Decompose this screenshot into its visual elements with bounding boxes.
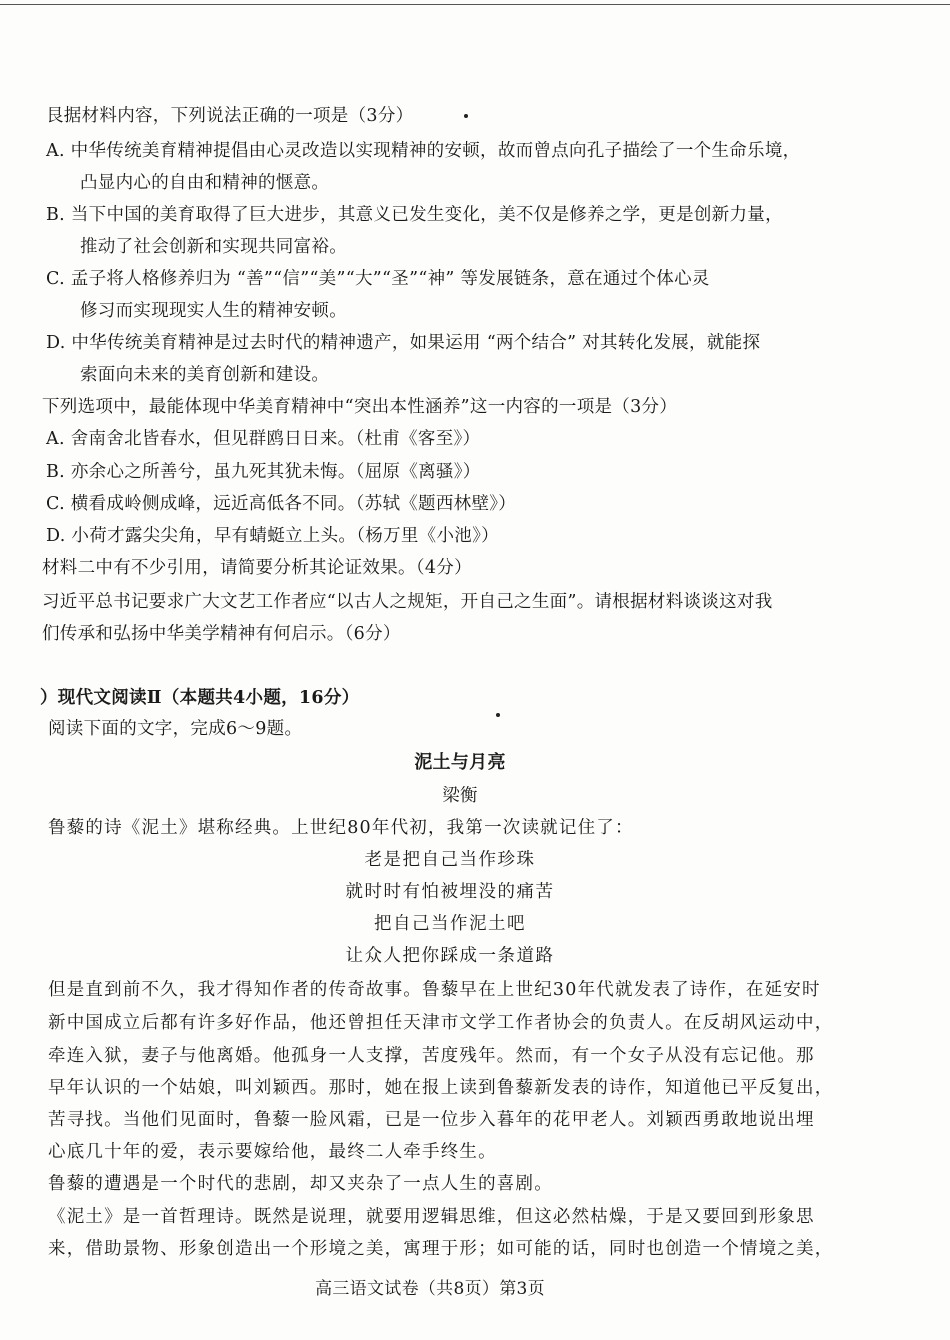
q3-option-a: A. 中华传统美育精神提倡由心灵改造以实现精神的安顿，故而曾点向孔子描绘了一个生命乐境， [46,141,801,161]
question-3-stem: 艮据材料内容，下列说法正确的一项是（3分） [46,106,414,126]
article-line: 苦寻找。当他们见面时，鲁藜一脸风霜，已是一位步入暮年的花甲老人。刘颖西勇敢地说出埋 [48,1110,815,1130]
article-line: 但是直到前不久，我才得知作者的传奇故事。鲁藜早在上世纪30年代就发表了诗作，在延安时 [48,980,821,1000]
scan-dot [496,713,500,717]
section-heading: ）现代文阅读Ⅱ（本题共4小题，16分） [40,688,360,708]
q4-option-a: A. 舍南舍北皆春水，但见群鸥日日来。（杜甫《客至》） [46,429,481,449]
article-line: 《泥土》是一首哲理诗。既然是说理，就要用逻辑思维，但这必然枯燥，于是又要回到形象思 [48,1207,815,1227]
poem-line-1: 老是把自己当作珍珠 [364,850,536,870]
poem-line-4: 让众人把你踩成一条道路 [345,946,555,966]
q4-option-d: D. 小荷才露尖尖角，早有蜻蜓立上头。（杨万里《小池》） [46,526,499,546]
article-line: 心底几十年的爱，表示要嫁给他，最终二人牵手终生。 [48,1142,497,1162]
poem-line-2: 就时时有怕被埋没的痛苦 [345,882,555,902]
q3-option-b: B. 当下中国的美育取得了巨大进步，其意义已发生变化，美不仅是修养之学，更是创新力量， [46,205,783,225]
article-line: 早年认识的一个姑娘，叫刘颖西。那时，她在报上读到鲁藜新发表的诗作，知道他已平反复出， [48,1078,834,1098]
q3-option-a-cont: 凸显内心的自由和精神的惬意。 [80,173,330,193]
article-line: 新中国成立后都有许多好作品，他还曾担任天津市文学工作者协会的负责人。在反胡风运动中， [48,1013,834,1033]
article-intro: 鲁藜的诗《泥土》堪称经典。上世纪80年代初，我第一次读就记住了： [48,818,634,838]
q3-option-b-cont: 推动了社会创新和实现共同富裕。 [80,237,347,257]
question-6-line-2: 们传承和弘扬中华美学精神有何启示。（6分） [42,624,401,644]
article-author: 梁衡 [442,786,478,806]
section-instruction: 阅读下面的文字，完成6～9题。 [48,719,303,739]
q3-option-d: D. 中华传统美育精神是过去时代的精神遗产，如果运用 “两个结合” 对其转化发展，就能探 [46,333,761,353]
article-line: 鲁藜的遭遇是一个时代的悲剧，却又夹杂了一点人生的喜剧。 [48,1174,553,1194]
question-4-stem: 下列选项中，最能体现中华美育精神中“突出本性涵养”这一内容的一项是（3分） [42,397,678,417]
q3-option-d-cont: 索面向未来的美育创新和建设。 [80,365,330,385]
article-line: 牵连入狱，妻子与他离婚。他孤身一人支撑，苦度残年。然而，有一个女子从没有忘记他。那 [48,1046,815,1066]
top-border-line [0,4,950,5]
scan-dot [464,114,468,118]
question-6-line-1: 习近平总书记要求广大文艺工作者应“以古人之规矩，开自己之生面”。请根据材料谈谈这对我 [42,592,773,612]
q4-option-b: B. 亦余心之所善兮，虽九死其犹未悔。（屈原《离骚》） [46,462,481,482]
poem-line-3: 把自己当作泥土吧 [374,914,526,934]
article-line: 来，借助景物、形象创造出一个形境之美，寓理于形；如可能的话，同时也创造一个情境之美， [48,1239,834,1259]
page-footer: 高三语文试卷（共8页）第3页 [315,1279,545,1299]
article-title: 泥土与月亮 [414,752,506,773]
question-5: 材料二中有不少引用，请简要分析其论证效果。（4分） [42,558,472,578]
q3-option-c-cont: 修习而实现现实人生的精神安顿。 [80,301,347,321]
q3-option-c: C. 孟子将人格修养归为 “善”“信”“美”“大”“圣”“神” 等发展链条，意在通过个体心灵 [46,269,710,289]
q4-option-c: C. 横看成岭侧成峰，远近高低各不同。（苏轼《题西林壁》） [46,494,517,514]
